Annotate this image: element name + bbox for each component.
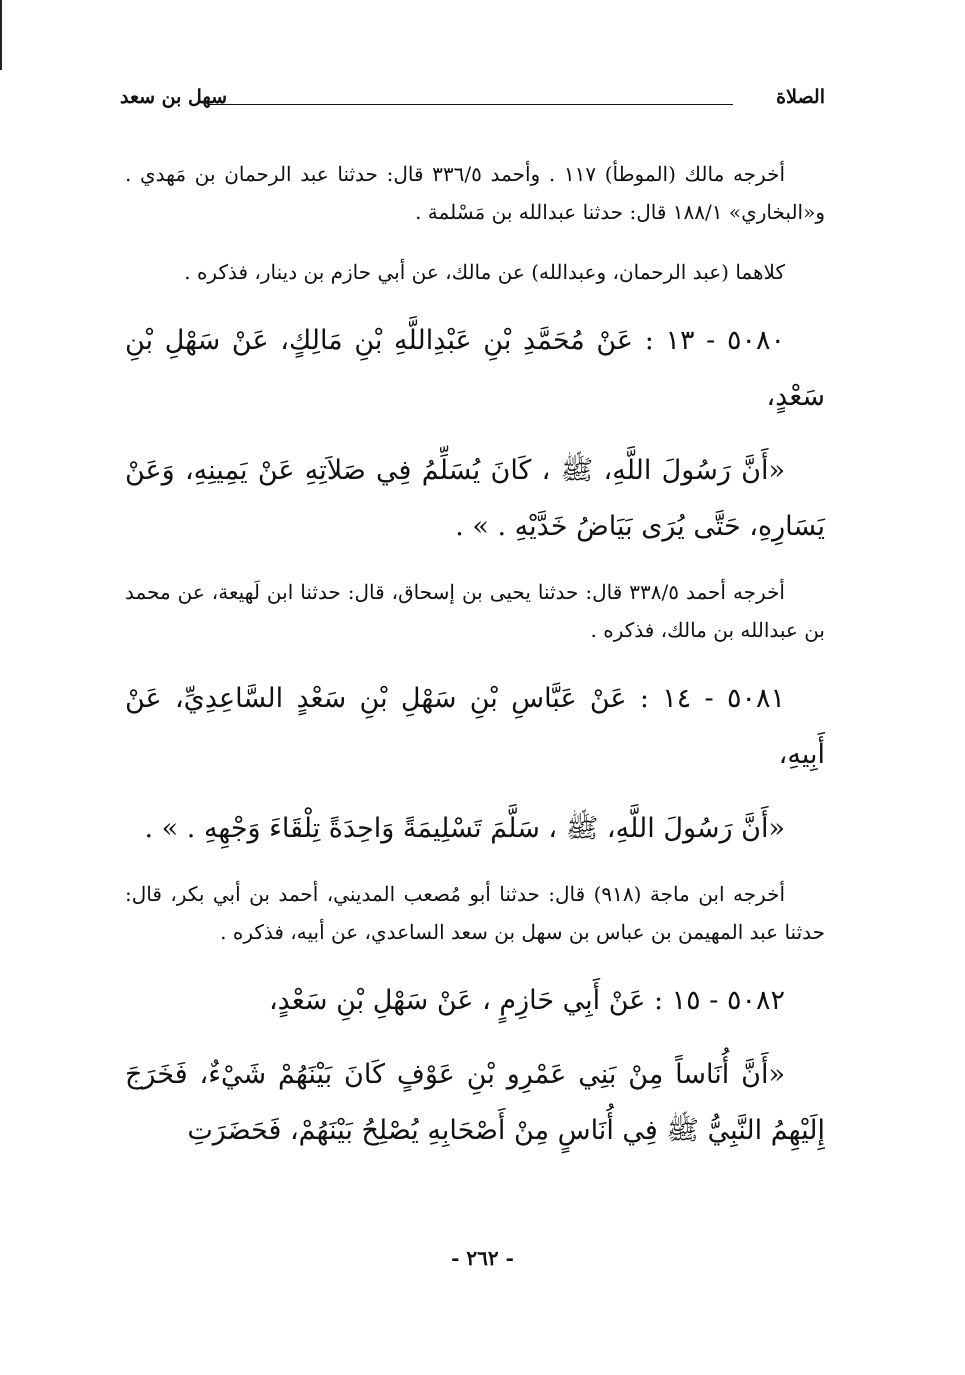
source-note: أخرجه مالك (الموطأ) ١١٧ . وأحمد ٣٣٦/٥ قال: حدثنا عبد الرحمان بن مَهدي . و«البخاري» ١٨٨/١ قال: حدثنا عبدالله بن مَسْلمة . xyxy=(125,162,825,224)
page-edge-line xyxy=(0,0,2,70)
hadith-heading: ٥٠٨٠ - ١٣ : عَنْ مُحَمَّدِ بْنِ عَبْدِاللَّهِ بْنِ مَالِكٍ، عَنْ سَهْلِ بْنِ سَعْدٍ، xyxy=(125,325,825,412)
page-number: - ٢٦٢ - xyxy=(451,1246,514,1270)
header-rule xyxy=(208,104,733,105)
chapter-title: الصلاة xyxy=(776,86,825,108)
hadith-text: «أَنَّ أُنَاساً مِنْ بَنِي عَمْرِو بْنِ عَوْفٍ كَانَ بَيْنَهُمْ شَيْءٌ، فَخَرَجَ إِلَيْهِمُ النَّبِيُّ ﷺ فِي أُنَاسٍ مِنْ أَصْحَابِهِ يُصْلِحُ بَيْنَهُمْ، فَحَضَرَتِ xyxy=(125,1059,825,1146)
source-note: أخرجه أحمد ٣٣٨/٥ قال: حدثنا يحيى بن إسحاق، قال: حدثنا ابن لَهيعة، عن محمد بن عبدالله بن مالك، فذكره . xyxy=(125,580,825,642)
hadith-text: «أَنَّ رَسُولَ اللَّهِ، ﷺ ، سَلَّمَ تَسْلِيمَةً وَاحِدَةً تِلْقَاءَ وَجْهِهِ . » . xyxy=(144,813,785,844)
page-body xyxy=(125,155,825,1177)
hadith-heading: ٥٠٨١ - ١٤ : عَنْ عَبَّاسِ بْنِ سَهْلِ بْنِ سَعْدٍ السَّاعِدِيِّ، عَنْ أَبِيهِ، xyxy=(125,683,825,770)
section-title: سهل بن سعد xyxy=(120,86,228,108)
source-note: أخرجه ابن ماجة (٩١٨) قال: حدثنا أبو مُصعب المديني، أحمد بن أبي بكر، قال: حدثنا عبد المهيمن بن عباس بن سهل بن سعد الساعدي، عن أبيه، فذكره . xyxy=(125,882,825,944)
hadith-heading: ٥٠٨٢ - ١٥ : عَنْ أَبِي حَازِمٍ ، عَنْ سَهْلِ بْنِ سَعْدٍ، xyxy=(268,985,785,1016)
running-header xyxy=(120,86,825,114)
hadith-text: «أَنَّ رَسُولَ اللَّهِ، ﷺ ، كَانَ يُسَلِّمُ فِي صَلاَتِهِ عَنْ يَمِينِهِ، وَعَنْ يَسَارِهِ، حَتَّى يُرَى بَيَاضُ خَدَّيْهِ . » . xyxy=(125,455,825,542)
source-note: كلاهما (عبد الرحمان، وعبدالله) عن مالك، عن أبي حازم بن دينار، فذكره . xyxy=(184,260,785,284)
